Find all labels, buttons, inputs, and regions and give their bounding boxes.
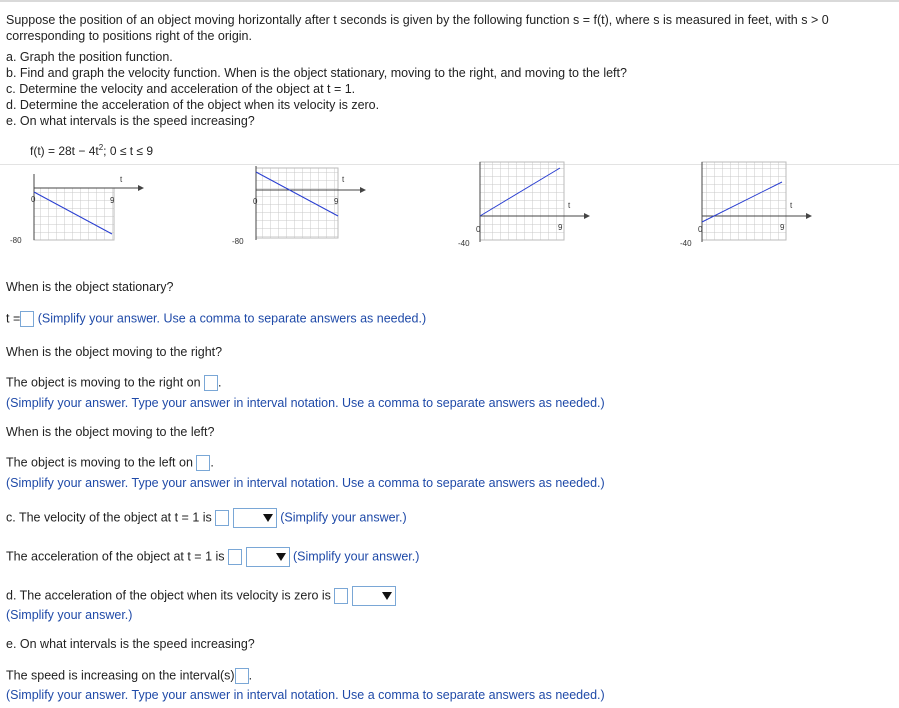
left-period: . (210, 455, 214, 470)
part-d: d. Determine the acceleration of the object when its velocity is zero. (6, 98, 380, 112)
accel-zero-input[interactable] (334, 588, 348, 604)
left-answer-row (6, 455, 214, 471)
part-e: e. On what intervals is the speed increasing? (6, 114, 255, 128)
dropdown-arrow-icon (276, 553, 286, 561)
graph-3-t-label: t (568, 201, 571, 210)
velocity-hint: (Simplify your answer.) (280, 510, 407, 525)
stationary-question: When is the object stationary? (6, 280, 174, 294)
graph-4-ymin-label: -40 (680, 239, 692, 248)
right-interval-input[interactable] (204, 375, 218, 391)
accel-zero-hint: (Simplify your answer.) (6, 608, 133, 622)
speed-statement: The speed is increasing on the interval(s) (6, 668, 235, 683)
graph-1-tick-label: 9 (110, 196, 115, 205)
graph-2-ymin-label: -80 (232, 237, 244, 246)
graph-option-1[interactable] (8, 168, 148, 253)
function-left: f(t) = 28t − 4t (30, 144, 99, 158)
speed-interval-input[interactable] (235, 668, 249, 684)
acceleration-row (6, 547, 419, 567)
part-c: c. Determine the velocity and acceleration of the object at t = 1. (6, 82, 356, 96)
speed-hint: (Simplify your answer. Type your answer in interval notation. Use a comma to separate answers as needed.) (6, 688, 605, 702)
acceleration-statement: The acceleration of the object at t = 1 is (6, 549, 225, 564)
graph-2-svg (230, 164, 370, 250)
graph-option-2[interactable] (230, 164, 370, 253)
graph-1-ymin-label: -80 (10, 236, 22, 245)
right-question: When is the object moving to the right? (6, 345, 223, 359)
problem-statement-line2: corresponding to positions right of the origin. (6, 29, 252, 43)
top-divider (0, 0, 899, 2)
dropdown-arrow-icon (263, 514, 273, 522)
accel-zero-units-select[interactable] (352, 586, 396, 606)
graph-3-ymin-label: -40 (458, 239, 470, 248)
graph-option-3[interactable] (452, 160, 592, 255)
left-question: When is the object moving to the left? (6, 425, 215, 439)
graph-3-zero-label: 0 (476, 225, 481, 234)
graph-3-tick-label: 9 (558, 223, 563, 232)
graph-2-tick-label: 9 (334, 197, 339, 206)
graph-2-zero-label: 0 (253, 197, 258, 206)
graph-option-4[interactable] (674, 160, 814, 255)
acceleration-units-select[interactable] (246, 547, 290, 567)
graph-3-svg (452, 160, 592, 252)
graph-2-arrow-icon (360, 187, 366, 193)
dropdown-arrow-icon (382, 592, 392, 600)
graph-1-t-label: t (120, 175, 123, 184)
graph-4-t-label: t (790, 201, 793, 210)
graph-4-arrow-icon (806, 213, 812, 219)
part-a: a. Graph the position function. (6, 50, 173, 64)
stationary-hint: (Simplify your answer. Use a comma to separate answers as needed.) (37, 311, 427, 326)
acceleration-hint: (Simplify your answer.) (292, 549, 420, 564)
right-statement: The object is moving to the right on (6, 375, 201, 390)
graph-4-zero-label: 0 (698, 225, 703, 234)
stationary-answer-input[interactable] (20, 311, 34, 327)
problem-statement-line1: Suppose the position of an object moving horizontally after t seconds is given by the following function s = f(t), where s is measured in feet, with s > 0 (6, 13, 829, 27)
graph-4-svg (674, 160, 814, 252)
graph-1-zero-label: 0 (31, 195, 36, 204)
velocity-row (6, 508, 407, 528)
left-hint: (Simplify your answer. Type your answer in interval notation. Use a comma to separate answers as needed.) (6, 476, 605, 490)
speed-period: . (248, 668, 253, 683)
accel-zero-row (6, 586, 396, 606)
left-statement: The object is moving to the left on (6, 455, 193, 470)
acceleration-input[interactable] (228, 549, 242, 565)
right-answer-row (6, 375, 222, 391)
left-interval-input[interactable] (196, 455, 210, 471)
graph-1-svg (8, 168, 148, 250)
velocity-input[interactable] (215, 510, 229, 526)
part-b: b. Find and graph the velocity function. When is the object stationary, moving to the right, and moving to the left? (6, 66, 627, 80)
stationary-answer-row (6, 311, 426, 327)
right-hint: (Simplify your answer. Type your answer in interval notation. Use a comma to separate answers as needed.) (6, 396, 605, 410)
function-exponent: 2 (98, 143, 104, 152)
t-equals-label: t = (6, 311, 21, 326)
speed-answer-row (6, 668, 252, 684)
function-right: ; 0 ≤ t ≤ 9 (103, 144, 154, 158)
graph-1-arrow-icon (138, 185, 144, 191)
velocity-statement: c. The velocity of the object at t = 1 is (6, 510, 212, 525)
velocity-units-select[interactable] (233, 508, 277, 528)
graph-3-arrow-icon (584, 213, 590, 219)
right-period: . (218, 375, 222, 390)
graph-2-t-label: t (342, 175, 345, 184)
accel-zero-statement: d. The acceleration of the object when its velocity is zero is (6, 588, 331, 603)
graph-4-tick-label: 9 (780, 223, 785, 232)
function-definition (30, 143, 153, 158)
speed-question: e. On what intervals is the speed increasing? (6, 637, 255, 651)
